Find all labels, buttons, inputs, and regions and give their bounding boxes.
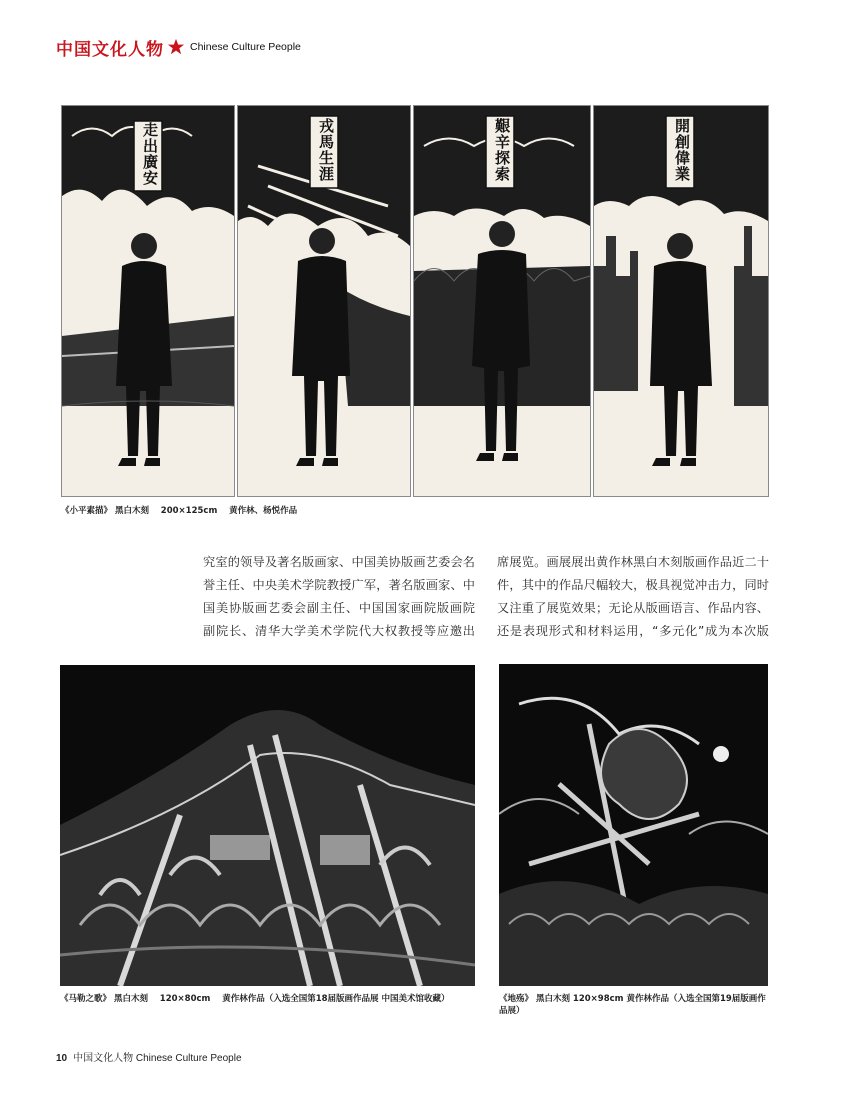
right-artwork-caption: 《地殇》 黑白木刻 120×98cm 黄作林作品（入选全国第19届版画作品展） xyxy=(499,994,766,1016)
panel-title: 走出廣安 xyxy=(141,122,159,186)
artwork-panel xyxy=(413,105,591,497)
right-artwork xyxy=(499,664,768,986)
article-column-right xyxy=(497,551,769,643)
left-artwork-caption: 《马勒之歌》 黑白木刻 120×80cm 黄作林作品（入选全国第18届版画作品展 中国美术馆收藏） xyxy=(60,994,450,1004)
artwork-panel xyxy=(61,105,235,497)
woodcut-ruins-illustration xyxy=(60,665,475,986)
text-line: 件，其中的作品尺幅较大，极具视觉冲击力，同时 xyxy=(497,578,769,592)
panel-title: 戎馬生涯 xyxy=(317,118,335,182)
left-artwork xyxy=(60,665,475,986)
magazine-logo xyxy=(56,34,301,60)
panel-title: 開創偉業 xyxy=(673,118,691,182)
page-number: 10 xyxy=(56,1053,68,1064)
artwork-panel xyxy=(237,105,411,497)
text-line: 又注重了展览效果；无论从版画语言、作品内容、 xyxy=(497,601,769,615)
text-line: 究室的领导及著名版画家、中国美协版画艺委会名 xyxy=(203,555,475,569)
top-artwork-caption: 《小平素描》 黑白木刻 200×125cm 黄作林、杨悦作品 xyxy=(61,506,298,516)
top-artwork xyxy=(61,105,769,497)
red-star-icon xyxy=(167,38,185,56)
artwork-panel xyxy=(593,105,769,497)
article-column-left xyxy=(203,551,475,643)
logo-english-text: Chinese Culture People xyxy=(190,41,301,53)
text-line: 副院长、清华大学美术学院代大权教授等应邀出 xyxy=(203,624,475,638)
footer-text: 中国文化人物 Chinese Culture People xyxy=(73,1053,242,1064)
page-footer xyxy=(56,1049,242,1064)
text-line: 国美协版画艺委会副主任、中国国家画院版画院 xyxy=(203,601,475,615)
text-line: 还是表现形式和材料运用，“多元化”成为本次版 xyxy=(497,624,769,638)
logo-chinese-text: 中国文化人物 xyxy=(56,39,164,60)
text-line: 誉主任、中央美术学院教授广军，著名版画家、中 xyxy=(203,578,475,592)
panel-title: 艱辛探索 xyxy=(493,118,511,182)
text-line: 席展览。画展展出黄作林黑白木刻版画作品近二十 xyxy=(497,555,769,569)
woodcut-disaster-illustration xyxy=(499,664,768,986)
